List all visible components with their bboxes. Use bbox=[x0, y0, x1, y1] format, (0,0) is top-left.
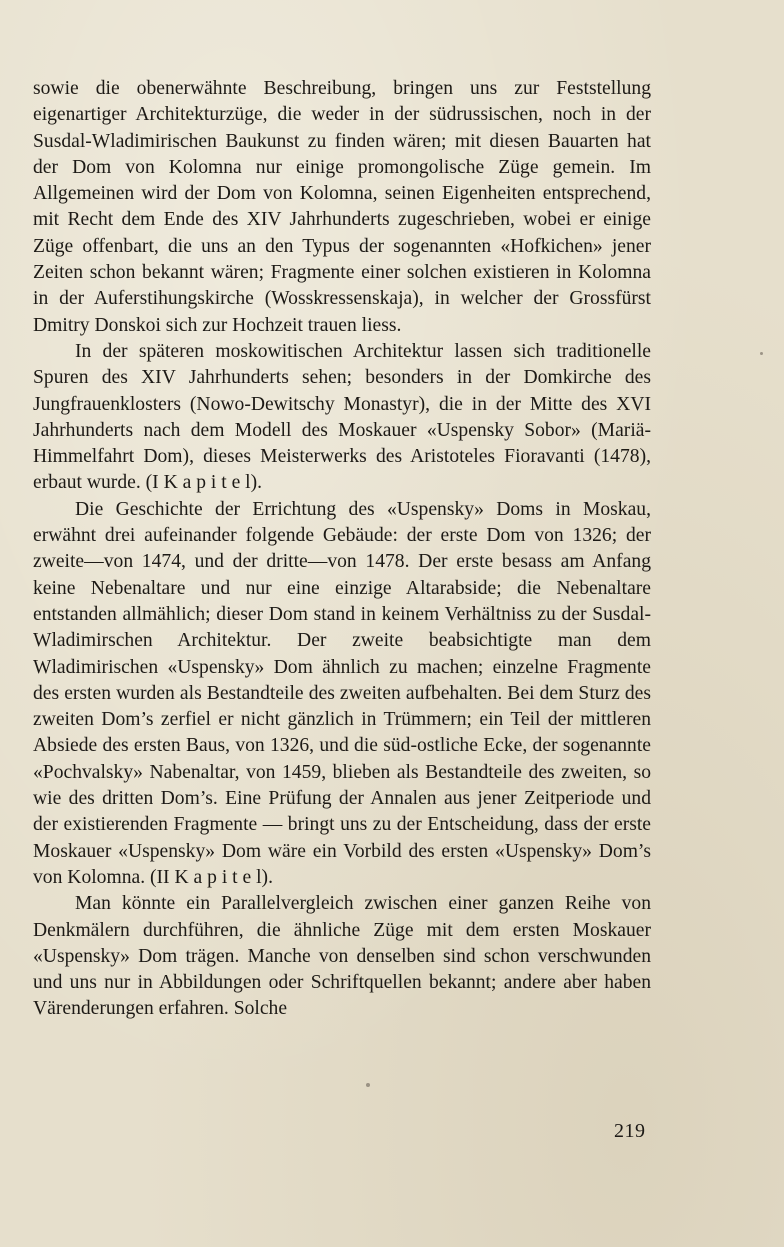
ink-speck bbox=[760, 352, 763, 355]
text-block bbox=[33, 76, 651, 1023]
paragraph-3: Die Geschichte der Errichtung des «Uspensky» Doms in Moskau, erwähnt drei aufeinander folgende Gebäude: der erste Dom von 1326; der zweite—von 1474, und der dritte—von 1478. Der erste besass am Anfang keine Nebenaltare und nur eine einzige Altarabside; die Nebenaltare entstanden allmählich; dieser Dom stand in keinem Verhältniss zu der Susdal-Wladimirschen Architektur. Der zweite beabsichtigte man dem Wladimirischen «Uspensky» Dom ähnlich zu machen; einzelne Fragmente des ersten wurden als Bestandteile des zweiten aufbehalten. Bei dem Sturz des zweiten Dom’s zerfiel er nicht gänzlich in Trümmern; ein Teil der mittleren Absiede des ersten Baus, von 1326, und die süd-ostliche Ecke, der sogenannte «Pochvalsky» Nabenaltar, von 1459, blieben als Bestandteile des zweiten, so wie des dritten Dom’s. Eine Prüfung der Annalen aus jener Zeitperiode und der existierenden Fragmente — bringt uns zu der Entscheidung, dass der erste Moskauer «Uspensky» Dom wäre ein Vorbild des ersten «Uspensky» Dom’s von Kolomna. (II K a p i t e l). bbox=[33, 498, 651, 888]
ink-speck bbox=[366, 1083, 370, 1087]
page-number: 219 bbox=[614, 1120, 646, 1142]
paragraph-1: sowie die obenerwähnte Beschreibung, bringen uns zur Feststellung eigenartiger Architekturzüge, die weder in der südrussischen, noch in der Susdal-Wladimirischen Baukunst zu finden wären; mit diesen Bauarten hat der Dom von Kolomna nur einige promongolische Züge gemein. Im Allgemeinen wird der Dom von Kolomna, seinen Eigenheiten entsprechend, mit Recht dem Ende des XIV Jahrhunderts zugeschrieben, wobei er einige Züge offenbart, die uns an den Typus der sogenannten «Hofkichen» jener Zeiten schon bekannt wären; Fragmente einer solchen existieren in Kolomna in der Auferstihungskirche (Wosskressenskaja), in welcher der Grossfürst Dmitry Donskoi sich zur Hochzeit trauen liess. bbox=[33, 78, 651, 336]
paragraph-4: Man könnte ein Parallelvergleich zwischen einer ganzen Reihe von Denkmälern durchführen, die ähnliche Züge mit dem ersten Moskauer «Uspensky» Dom trägen. Manche von denselben sind schon verschwunden und uns nur in Abbildungen oder Schriftquellen bekannt; andere aber haben Värenderungen erfahren. Solche bbox=[33, 893, 651, 1020]
paragraph-2: In der späteren moskowitischen Architektur lassen sich traditionelle Spuren des XIV Jahrhunderts sehen; besonders in der Domkirche des Jungfrauenklosters (Nowo-Dewitschy Monastyr), die in der Mitte des XVI Jahrhunderts nach dem Modell des Moskauer «Uspensky Sobor» (Mariä-Himmelfahrt Dom), dieses Meisterwerks des Aristoteles Fioravanti (1478), erbaut wurde. (I K a p i t e l). bbox=[33, 340, 651, 494]
